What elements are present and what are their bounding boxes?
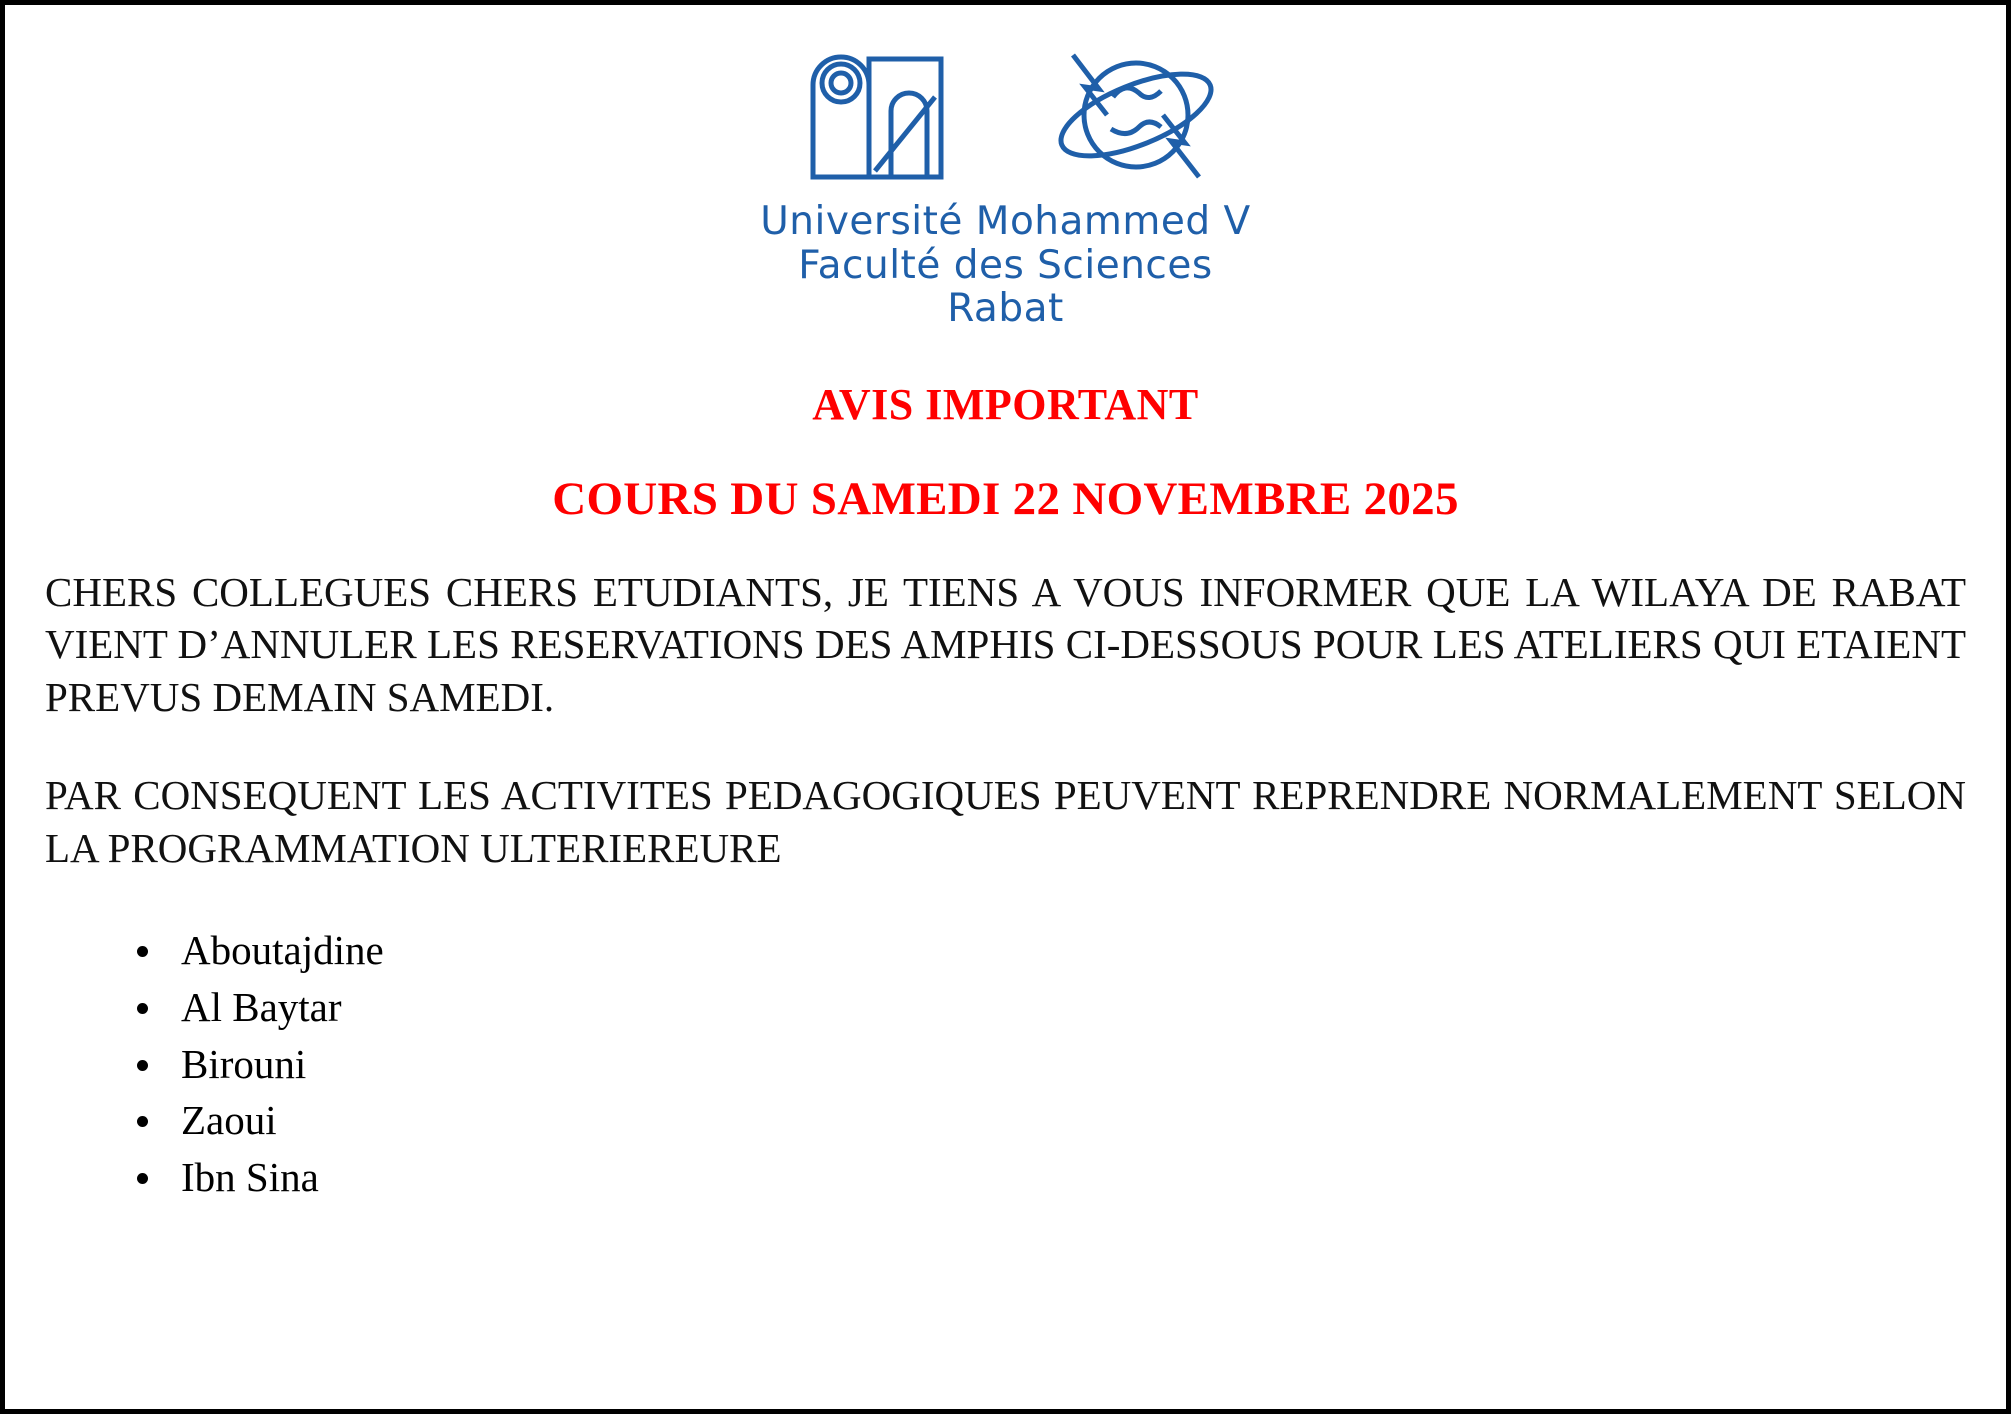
science-atom-globe-icon — [1051, 37, 1221, 192]
institution-line-1: Université Mohammed V — [760, 199, 1251, 244]
university-crest-icon — [791, 37, 991, 192]
notice-paragraph-2: PAR CONSEQUENT LES ACTIVITES PEDAGOGIQUES PEUVENT REPRENDRE NORMALEMENT SELON LA PROGRAMMATION ULTERIEREURE — [45, 772, 1966, 871]
list-item: Al Baytar — [137, 979, 1966, 1036]
institution-line-3: Rabat — [947, 286, 1064, 332]
amphitheatre-list — [45, 922, 1966, 1205]
institution-line-2: Faculté des Sciences — [798, 242, 1213, 288]
page-title: AVIS IMPORTANT — [812, 380, 1199, 430]
logo-row — [791, 37, 1221, 192]
document-header — [45, 37, 1966, 331]
list-item: Zaoui — [137, 1092, 1966, 1149]
page-subtitle: COURS DU SAMEDI 22 NOVEMBRE 2025 — [552, 473, 1459, 526]
list-item: Ibn Sina — [137, 1149, 1966, 1206]
notice-paragraph-1: CHERS COLLEGUES CHERS ETUDIANTS, JE TIENS A VOUS INFORMER QUE LA WILAYA DE RABAT VIENT D’ANNULER LES RESERVATIONS DES AMPHIS CI-DESSOUS POUR LES ATELIERS QUI ETAIENT PREVUS DEMAIN SAMEDI. — [45, 569, 1966, 720]
list-item: Aboutajdine — [137, 922, 1966, 979]
list-item: Birouni — [137, 1036, 1966, 1093]
institution-name — [760, 200, 1250, 331]
